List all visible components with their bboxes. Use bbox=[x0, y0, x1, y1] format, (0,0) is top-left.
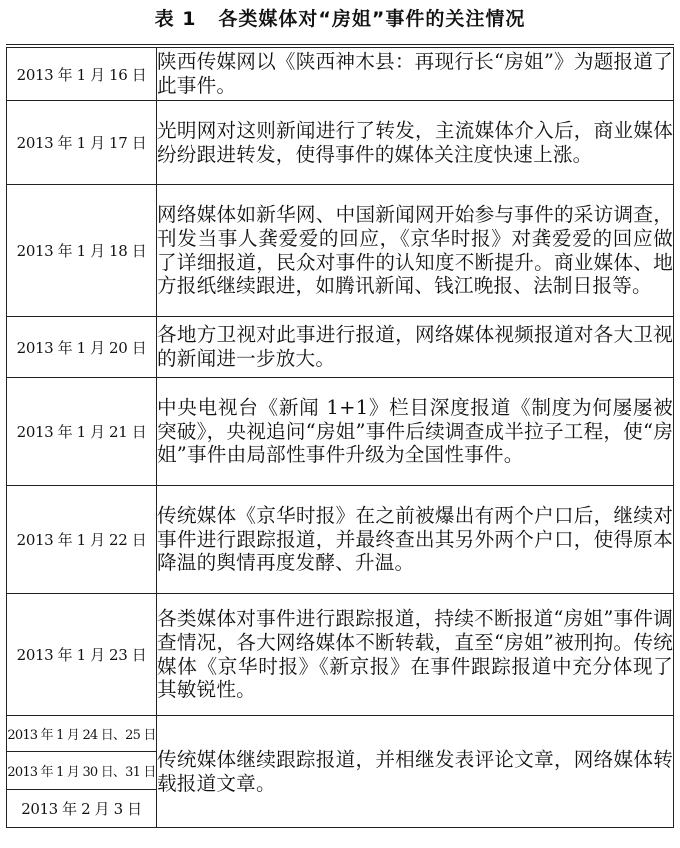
description-cell: 网络媒体如新华网、中国新闻网开始参与事件的采访调查，刊发当事人龚爱爱的回应，《京华时报》对龚爱爱的回应做了详细报道，民众对事件的认知度不断提升。商业媒体、地方报纸继续跟进，如腾讯新闻、钱江晚报、法制日报等。 bbox=[157, 185, 674, 317]
table-row bbox=[7, 378, 674, 486]
table-row bbox=[7, 486, 674, 594]
media-attention-table bbox=[6, 47, 674, 828]
merged-description-cell: 传统媒体继续跟踪报道，并相继发表评论文章，网络媒体转载报道文章。 bbox=[157, 716, 674, 828]
date-cell: 2013 年 2 月 3 日 bbox=[7, 790, 157, 828]
description-cell: 中央电视台《新闻 1+1》栏目深度报道《制度为何屡屡被突破》，央视追问“房姐”事件后续调查成半拉子工程，使“房姐”事件由局部性事件升级为全国性事件。 bbox=[157, 378, 674, 486]
table-row bbox=[7, 48, 674, 101]
table-row bbox=[7, 185, 674, 317]
description-cell: 陕西传媒网以《陕西神木县：再现行长“房姐”》为题报道了此事件。 bbox=[157, 48, 674, 101]
date-cell: 2013 年 1 月 23 日 bbox=[7, 594, 157, 716]
date-cell: 2013 年 1 月 30 日、31 日 bbox=[7, 752, 157, 790]
table-row bbox=[7, 317, 674, 378]
table-row bbox=[7, 101, 674, 185]
description-cell: 光明网对这则新闻进行了转发，主流媒体介入后，商业媒体纷纷跟进转发，使得事件的媒体关注度快速上涨。 bbox=[157, 101, 674, 185]
date-cell: 2013 年 1 月 22 日 bbox=[7, 486, 157, 594]
table-row bbox=[7, 594, 674, 716]
date-cell: 2013 年 1 月 16 日 bbox=[7, 48, 157, 101]
date-cell: 2013 年 1 月 20 日 bbox=[7, 317, 157, 378]
date-cell: 2013 年 1 月 17 日 bbox=[7, 101, 157, 185]
date-cell: 2013 年 1 月 21 日 bbox=[7, 378, 157, 486]
table-top-rule bbox=[6, 44, 674, 45]
table-title bbox=[0, 6, 680, 32]
description-cell: 各类媒体对事件进行跟踪报道，持续不断报道“房姐”事件调查情况，各大网络媒体不断转载，直至“房姐”被刑拘。传统媒体《京华时报》《新京报》在事件跟踪报道中充分体现了其敏锐性。 bbox=[157, 594, 674, 716]
date-cell: 2013 年 1 月 18 日 bbox=[7, 185, 157, 317]
table-number: 表 1 bbox=[154, 8, 197, 30]
table-row bbox=[7, 716, 674, 752]
date-cell: 2013 年 1 月 24 日、25 日 bbox=[7, 716, 157, 752]
description-cell: 各地方卫视对此事进行报道，网络媒体视频报道对各大卫视的新闻进一步放大。 bbox=[157, 317, 674, 378]
description-cell: 传统媒体《京华时报》在之前被爆出有两个户口后，继续对事件进行跟踪报道，并最终查出其另外两个户口，使得原本降温的舆情再度发酵、升温。 bbox=[157, 486, 674, 594]
table-caption: 各类媒体对“房姐”事件的关注情况 bbox=[218, 8, 526, 30]
